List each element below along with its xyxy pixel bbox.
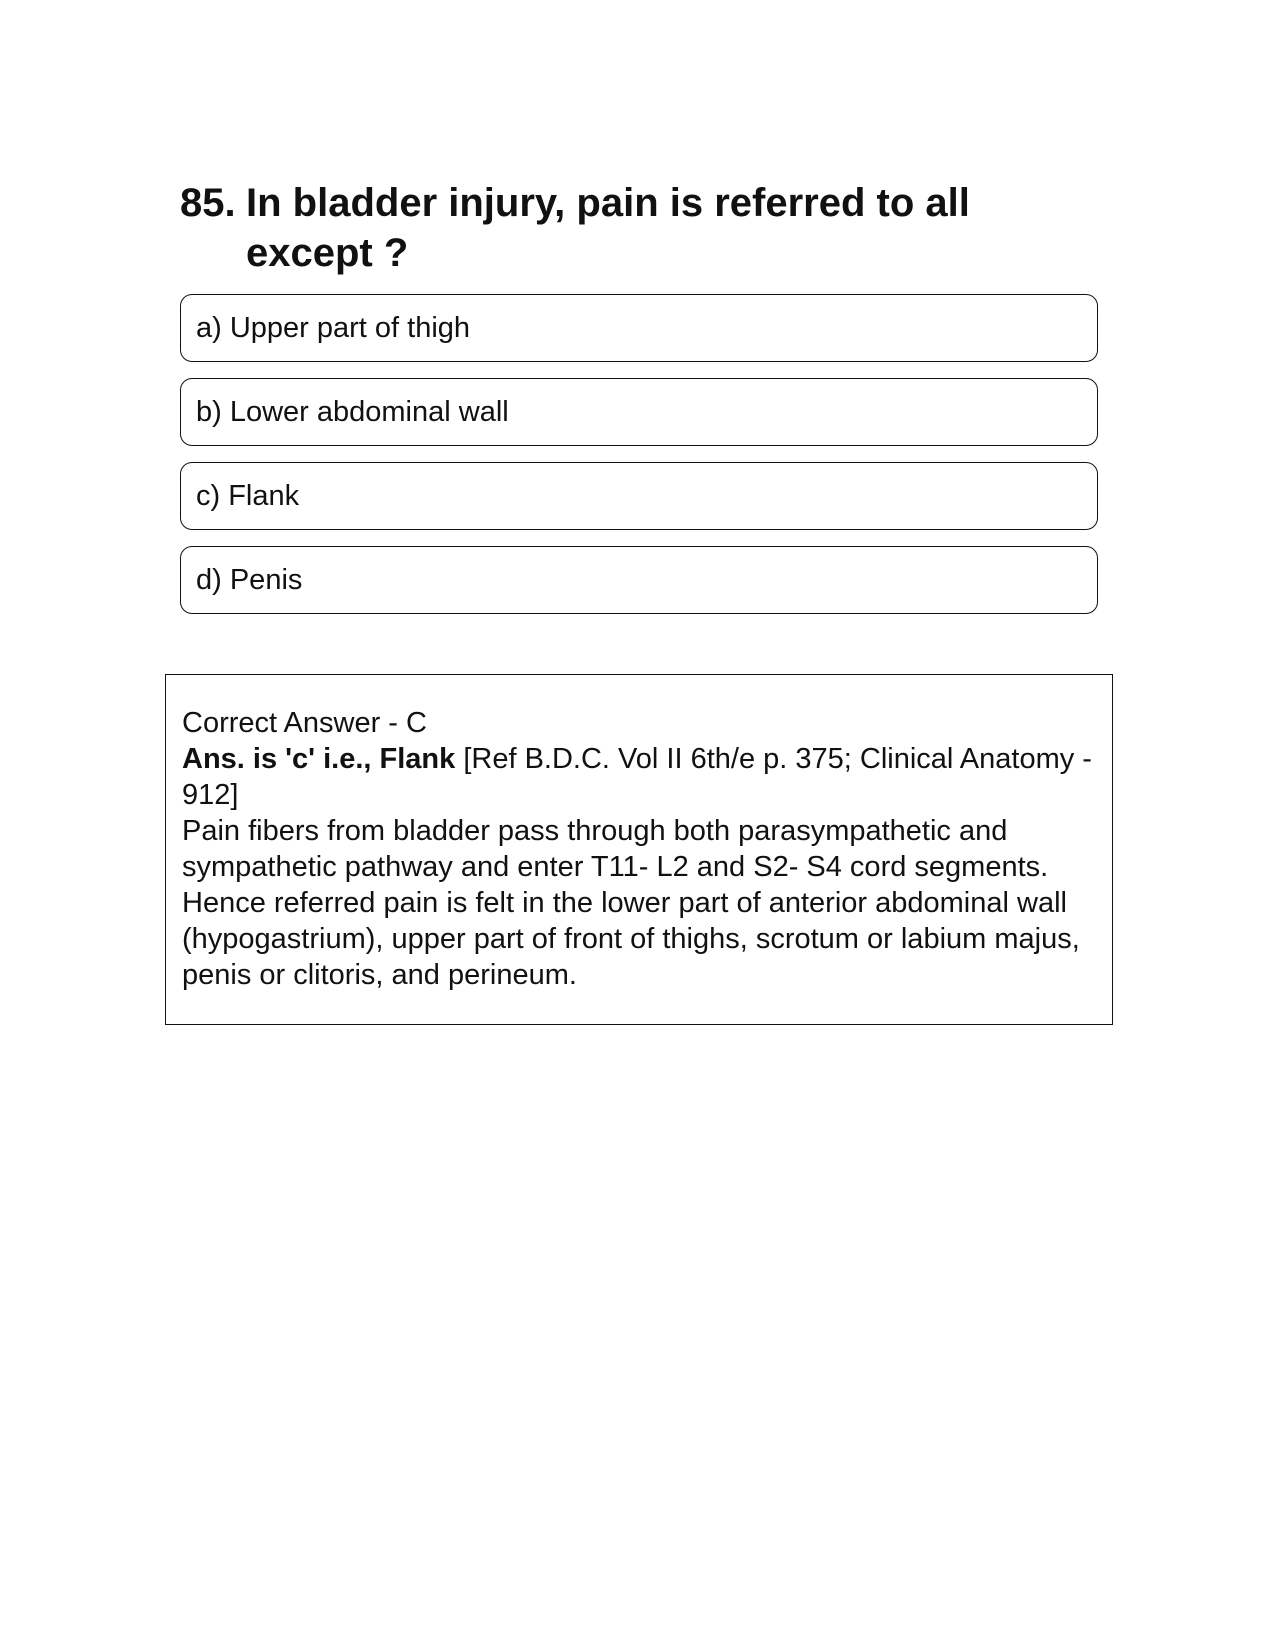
- answer-reference: [Ref B.D.C. Vol II 6th/e p. 375; Clinical Anatomy - 912]: [182, 743, 1092, 811]
- answer-reference-line: [182, 741, 1097, 813]
- question-text: In bladder injury, pain is referred to all except ?: [246, 181, 970, 275]
- question-number: 85.: [180, 181, 236, 225]
- answer-bold-lead: Ans. is 'c' i.e., Flank: [182, 743, 456, 775]
- option-b[interactable]: b) Lower abdominal wall: [180, 378, 1098, 446]
- correct-answer-line: Correct Answer - C: [182, 707, 427, 739]
- option-a[interactable]: a) Upper part of thigh: [180, 294, 1098, 362]
- options-list: [180, 294, 1098, 630]
- question-heading: [180, 178, 1080, 278]
- option-d[interactable]: d) Penis: [180, 546, 1098, 614]
- answer-explanation-box: [165, 674, 1113, 1025]
- answer-explanation: Pain fibers from bladder pass through both parasympathetic and sympathetic pathway and enter T11- L2 and S2- S4 cord segments. Hence referred pain is felt in the lower part of anterior abdominal wall (hypogastrium), upper part of front of thighs, scrotum or labium majus, penis or clitoris, and perineum.: [182, 815, 1080, 991]
- option-c[interactable]: c) Flank: [180, 462, 1098, 530]
